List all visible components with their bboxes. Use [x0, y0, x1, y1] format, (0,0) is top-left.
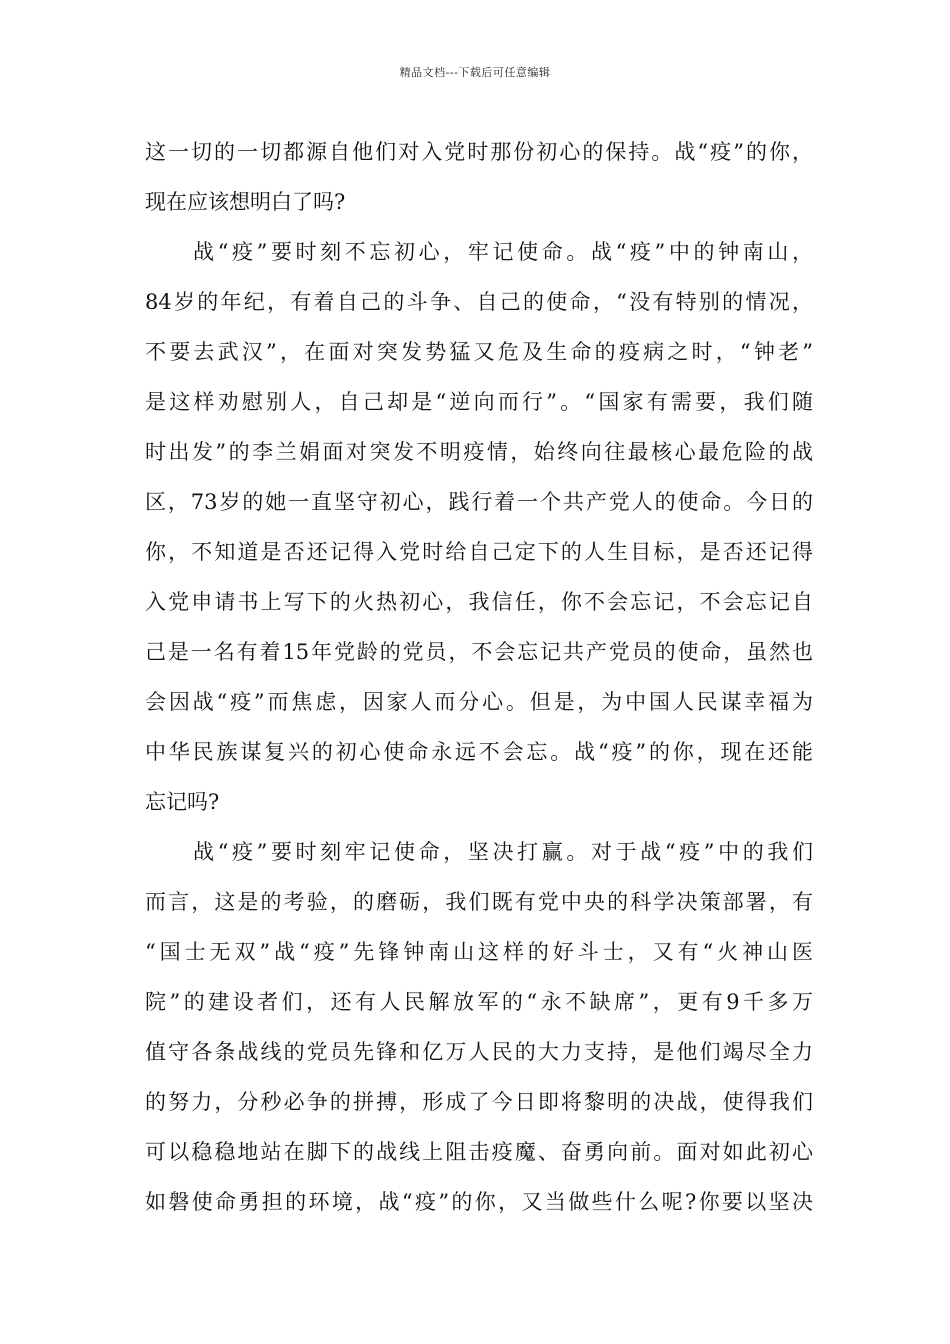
- text-line: 中华民族谋复兴的初心使命永远不会忘。战“疫”的你，现在还能: [145, 740, 813, 764]
- text-line: 区，73岁的她一直坚守初心，践行着一个共产党人的使命。今日的: [145, 490, 813, 514]
- text-line: 的努力，分秒必争的拼搏，形成了今日即将黎明的决战，使得我们: [145, 1090, 813, 1114]
- text-line: 时出发”的李兰娟面对突发不明疫情，始终向往最核心最危险的战: [145, 440, 813, 464]
- text-line: 而言，这是的考验，的磨砺，我们既有党中央的科学决策部署，有: [145, 890, 813, 914]
- text-line: 战“疫”要时刻牢记使命，坚决打赢。对于战“疫”中的我们: [193, 840, 813, 864]
- text-line: 值守各条战线的党员先锋和亿万人民的大力支持，是他们竭尽全力: [145, 1040, 813, 1064]
- text-line: 如磐使命勇担的环境，战“疫”的你，又当做些什么呢?你要以坚决: [145, 1190, 813, 1214]
- text-line: “国士无双”战“疫”先锋钟南山这样的好斗士，又有“火神山医: [145, 940, 813, 964]
- text-line: 现在应该想明白了吗?: [145, 190, 346, 214]
- text-line: 是这样劝慰别人，自己却是“逆向而行”。“国家有需要，我们随: [145, 390, 813, 414]
- text-line: 忘记吗?: [145, 790, 220, 814]
- text-line: 这一切的一切都源自他们对入党时那份初心的保持。战“疫”的你，: [145, 140, 813, 164]
- text-line: 己是一名有着15年党龄的党员，不会忘记共产党员的使命，虽然也: [145, 640, 813, 664]
- page-header: 精品文档---下载后可任意编辑: [399, 66, 551, 79]
- text-line: 不要去武汉”，在面对突发势猛又危及生命的疫病之时，“钟老”: [145, 340, 813, 364]
- text-line: 入党申请书上写下的火热初心，我信任，你不会忘记，不会忘记自: [145, 590, 813, 614]
- text-line: 可以稳稳地站在脚下的战线上阻击疫魔、奋勇向前。面对如此初心: [145, 1140, 813, 1164]
- text-line: 院”的建设者们，还有人民解放军的“永不缺席”，更有9千多万: [145, 990, 813, 1014]
- text-line: 84岁的年纪，有着自己的斗争、自己的使命，“没有特别的情况，: [145, 290, 813, 314]
- text-line: 战“疫”要时刻不忘初心，牢记使命。战“疫”中的钟南山，: [193, 240, 813, 264]
- text-line: 会因战“疫”而焦虑，因家人而分心。但是，为中国人民谋幸福为: [145, 690, 813, 714]
- text-line: 你，不知道是否还记得入党时给自己定下的人生目标，是否还记得: [145, 540, 813, 564]
- document-body: [145, 127, 813, 1227]
